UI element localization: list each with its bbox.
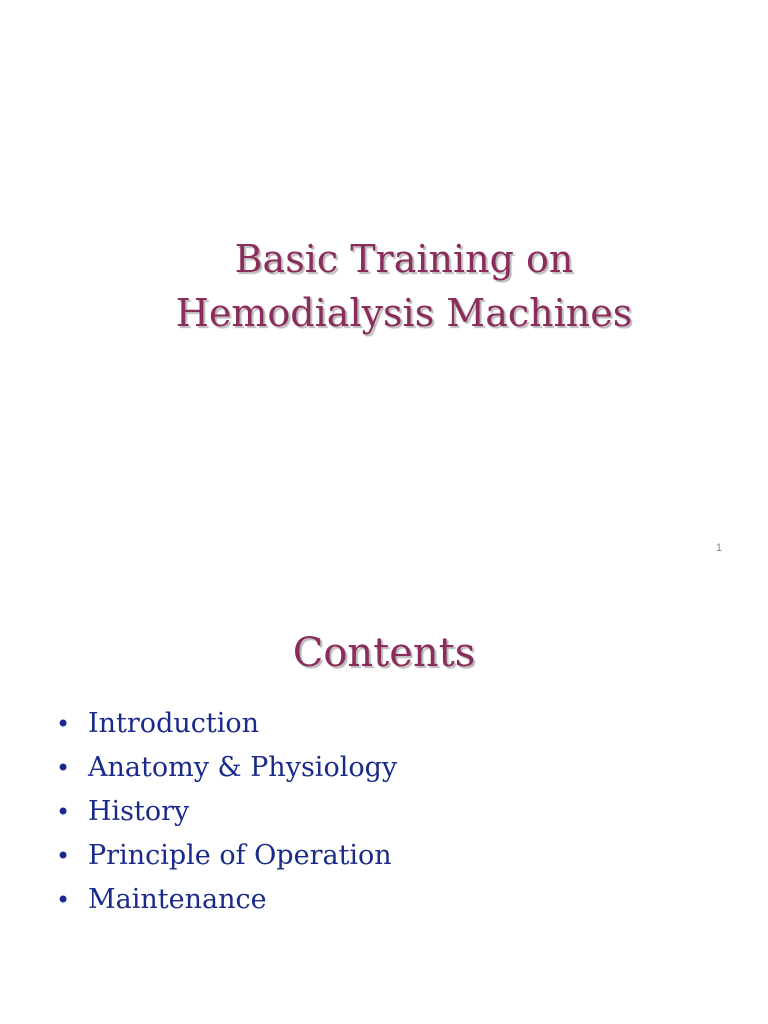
list-item	[56, 790, 397, 834]
contents-heading	[0, 626, 768, 680]
list-item-label: Introduction	[88, 708, 259, 739]
list-item-label: History	[88, 796, 190, 827]
contents-title: Contents	[292, 630, 476, 676]
list-item-label: Principle of Operation	[88, 840, 392, 871]
slide-contents	[0, 576, 768, 1024]
bullet-icon: •	[56, 754, 71, 782]
title-line-2: Hemodialysis Machines	[175, 291, 633, 335]
list-item	[56, 746, 397, 790]
bullet-icon: •	[56, 798, 71, 826]
list-item	[56, 878, 397, 922]
slide-title-heading	[0, 232, 768, 340]
contents-list	[56, 702, 397, 922]
list-item-label: Anatomy & Physiology	[88, 752, 398, 783]
list-item	[56, 834, 397, 878]
bullet-icon: •	[56, 710, 71, 738]
bullet-icon: •	[56, 886, 71, 914]
list-item	[56, 702, 397, 746]
title-line-1: Basic Training on	[234, 237, 574, 281]
bullet-icon: •	[56, 842, 71, 870]
list-item-label: Maintenance	[88, 884, 267, 915]
slide-number: 1	[715, 542, 722, 554]
